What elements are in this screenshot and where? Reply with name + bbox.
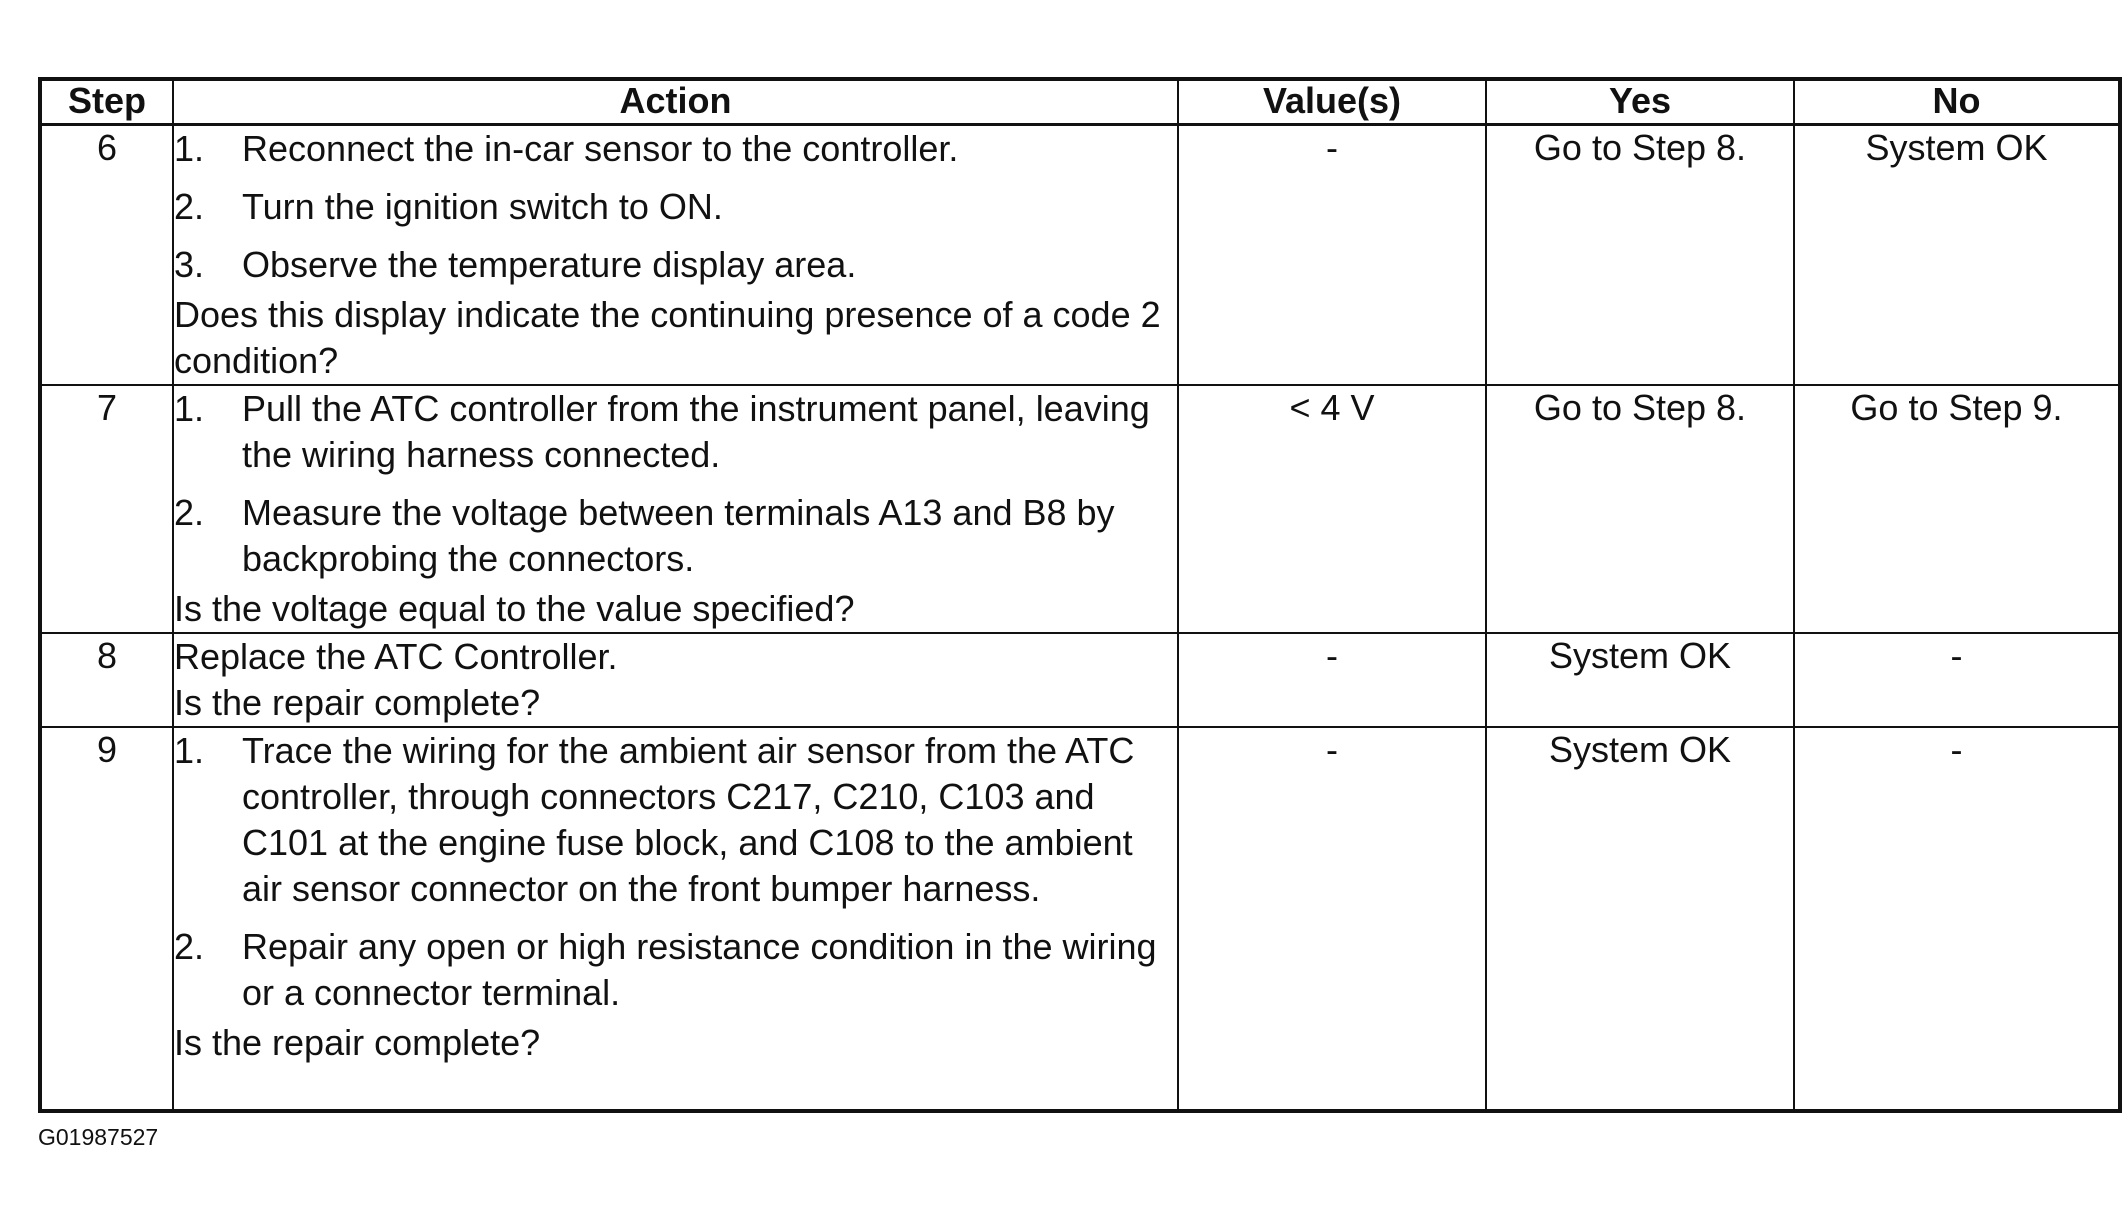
action-cell [173,125,1178,386]
action-item [174,126,1177,172]
action-item [174,184,1177,230]
no-cell: Go to Step 9. [1794,385,2120,633]
action-cell [173,633,1178,727]
item-number: 1. [174,128,205,169]
action-item [174,490,1177,582]
header-values: Value(s) [1178,79,1486,125]
header-yes: Yes [1486,79,1794,125]
action-item [174,242,1177,288]
item-text: Turn the ignition switch to ON. [242,186,723,227]
action-text: Replace the ATC Controller. [174,636,618,677]
step-number: 8 [40,633,173,727]
no-cell: - [1794,633,2120,727]
table-row-step-8 [40,633,2120,727]
value-cell: - [1178,633,1486,727]
yes-cell: System OK [1486,633,1794,727]
header-no: No [1794,79,2120,125]
action-question: Does this display indicate the continuing presence of a code 2 condition? [174,294,1161,381]
action-item [174,924,1177,1016]
action-cell [173,727,1178,1111]
no-cell: System OK [1794,125,2120,386]
header-step: Step [40,79,173,125]
table-row-step-6 [40,125,2120,386]
item-text: Observe the temperature display area. [242,244,857,285]
figure-id-label: G01987527 [38,1124,159,1150]
no-cell: - [1794,727,2120,1111]
item-number: 2. [174,926,205,967]
item-text: Repair any open or high resistance condition in the wiring or a connector terminal. [242,926,1157,1013]
action-cell [173,385,1178,633]
table-row-step-9 [40,727,2120,1111]
item-number: 3. [174,244,205,285]
step-number: 6 [40,125,173,386]
header-row [40,79,2120,125]
step-number: 7 [40,385,173,633]
header-action: Action [173,79,1178,125]
item-number: 2. [174,492,205,533]
value-cell: - [1178,125,1486,386]
item-number: 1. [174,388,205,429]
value-cell: - [1178,727,1486,1111]
yes-cell: Go to Step 8. [1486,385,1794,633]
action-question: Is the repair complete? [174,1022,541,1063]
item-text: Pull the ATC controller from the instrument panel, leaving the wiring harness connected. [242,388,1150,475]
item-number: 2. [174,186,205,227]
action-item [174,728,1177,912]
action-item [174,386,1177,478]
yes-cell: System OK [1486,727,1794,1111]
step-number: 9 [40,727,173,1111]
value-cell: < 4 V [1178,385,1486,633]
item-text: Trace the wiring for the ambient air sensor from the ATC controller, through connectors C217, C210, C103 and C101 at the engine fuse block, and C108 to the ambient air sensor connector on the front bumper harness. [242,730,1135,909]
table-row-step-7 [40,385,2120,633]
diagnostic-table [38,77,2122,1113]
action-question: Is the repair complete? [174,682,541,723]
yes-cell: Go to Step 8. [1486,125,1794,386]
item-number: 1. [174,730,205,771]
item-text: Measure the voltage between terminals A13 and B8 by backprobing the connectors. [242,492,1115,579]
item-text: Reconnect the in-car sensor to the controller. [242,128,959,169]
action-question: Is the voltage equal to the value specified? [174,588,855,629]
